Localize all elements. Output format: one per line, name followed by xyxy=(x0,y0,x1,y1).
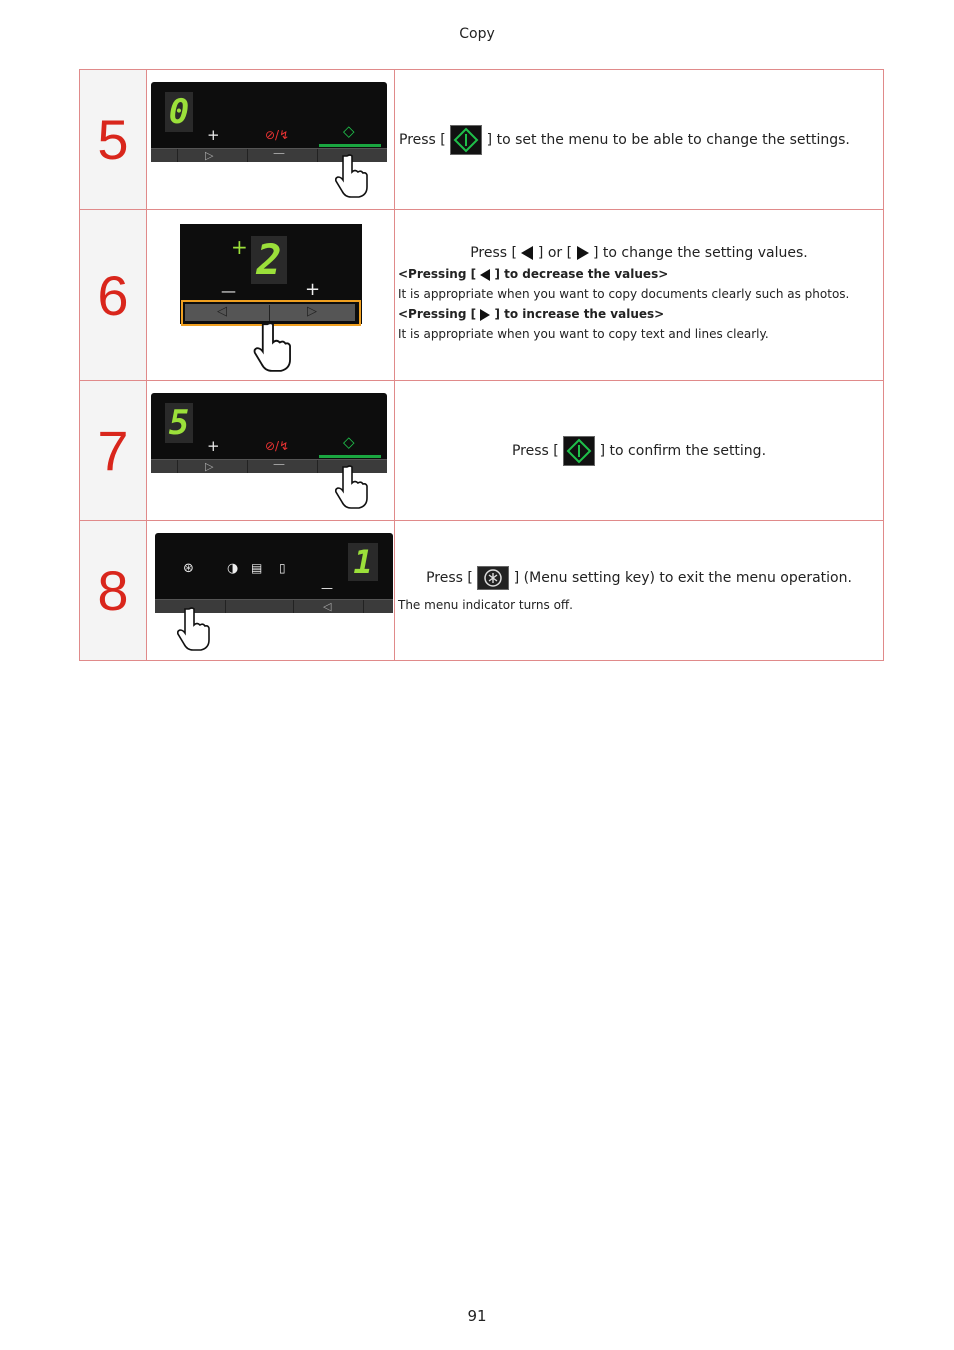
text-before: Press [ xyxy=(399,131,446,148)
left-arrow-icon xyxy=(521,246,533,260)
stop-reset-icon: ⊘/↯ xyxy=(265,439,290,453)
text-after: ] to set the menu to be able to change the settings. xyxy=(486,131,850,148)
menu-setting-key-icon xyxy=(477,566,509,590)
pointing-hand-icon xyxy=(177,607,211,651)
right-arrow-icon: ▷ xyxy=(307,304,317,319)
plus-icon: + xyxy=(207,437,220,455)
step-row xyxy=(80,210,884,381)
start-icon: ◇ xyxy=(343,122,355,140)
display-digit: 5 xyxy=(165,403,193,443)
plus-icon: + xyxy=(207,126,220,144)
start-icon: ◇ xyxy=(343,433,355,451)
step-illustration xyxy=(147,210,395,381)
right-arrow-icon: ▷ xyxy=(205,149,214,162)
minus-icon: — xyxy=(221,282,236,300)
step-number: 8 xyxy=(80,521,147,661)
display-digit: 0 xyxy=(165,92,193,132)
step-text xyxy=(395,521,884,661)
text-after: ] to confirm the setting. xyxy=(599,442,767,459)
start-indicator xyxy=(319,455,381,458)
left-arrow-icon: ◁ xyxy=(217,304,227,319)
step-number: 6 xyxy=(80,210,147,381)
decrease-title-before: <Pressing [ xyxy=(398,267,477,281)
decrease-description: It is appropriate when you want to copy documents clearly such as photos. xyxy=(398,287,850,301)
start-key-icon xyxy=(563,436,595,466)
arrow-button-strip[interactable] xyxy=(185,304,355,321)
plus-icon: + xyxy=(231,235,248,259)
step-text xyxy=(395,210,884,381)
step-note: The menu indicator turns off. xyxy=(398,597,573,612)
right-arrow-icon xyxy=(480,309,490,321)
minus-icon: — xyxy=(273,457,285,471)
steps-table xyxy=(79,69,884,661)
paper-icon: ▤ xyxy=(251,561,263,575)
display-digit: 2 xyxy=(251,236,287,284)
text-after: ] to change the setting values. xyxy=(592,245,808,261)
minus-icon: — xyxy=(273,146,285,160)
right-arrow-icon xyxy=(577,246,589,260)
copy-icon: ▯ xyxy=(279,561,286,575)
left-arrow-icon xyxy=(480,269,490,281)
step-number: 5 xyxy=(80,70,147,210)
stop-reset-icon: ⊘/↯ xyxy=(265,128,290,142)
text-before: Press [ xyxy=(470,245,517,261)
step-text xyxy=(395,70,884,210)
step-illustration xyxy=(147,381,395,521)
step-row xyxy=(80,70,884,210)
pointing-hand-icon xyxy=(335,154,369,198)
page-header: Copy xyxy=(459,26,495,42)
text-before: Press [ xyxy=(426,569,473,586)
start-indicator xyxy=(319,144,381,147)
pointing-hand-icon xyxy=(253,322,293,372)
text-before: Press [ xyxy=(511,442,559,459)
plus-icon: + xyxy=(305,279,321,300)
menu-icon: ⊛ xyxy=(183,561,194,576)
page-number: 91 xyxy=(467,1307,487,1325)
start-key-icon xyxy=(450,125,482,155)
right-arrow-icon: ▷ xyxy=(205,460,214,473)
text-after: ] (Menu setting key) to exit the menu operation. xyxy=(513,569,852,586)
step-row xyxy=(80,381,884,521)
decrease-title-after: ] to decrease the values> xyxy=(494,267,669,281)
increase-title-before: <Pressing [ xyxy=(398,307,477,321)
step-number: 7 xyxy=(80,381,147,521)
step-text xyxy=(395,381,884,521)
left-arrow-icon: ◁ xyxy=(323,600,332,613)
step-illustration xyxy=(147,521,395,661)
step-illustration xyxy=(147,70,395,210)
step-row xyxy=(80,521,884,661)
text-mid: ] or [ xyxy=(537,245,573,261)
display-digit: 1 xyxy=(348,543,378,581)
increase-description: It is appropriate when you want to copy text and lines clearly. xyxy=(398,327,769,341)
minus-icon: — xyxy=(321,581,333,595)
density-icon: ◑ xyxy=(227,561,239,576)
pointing-hand-icon xyxy=(335,465,369,509)
increase-title-after: ] to increase the values> xyxy=(494,307,665,321)
